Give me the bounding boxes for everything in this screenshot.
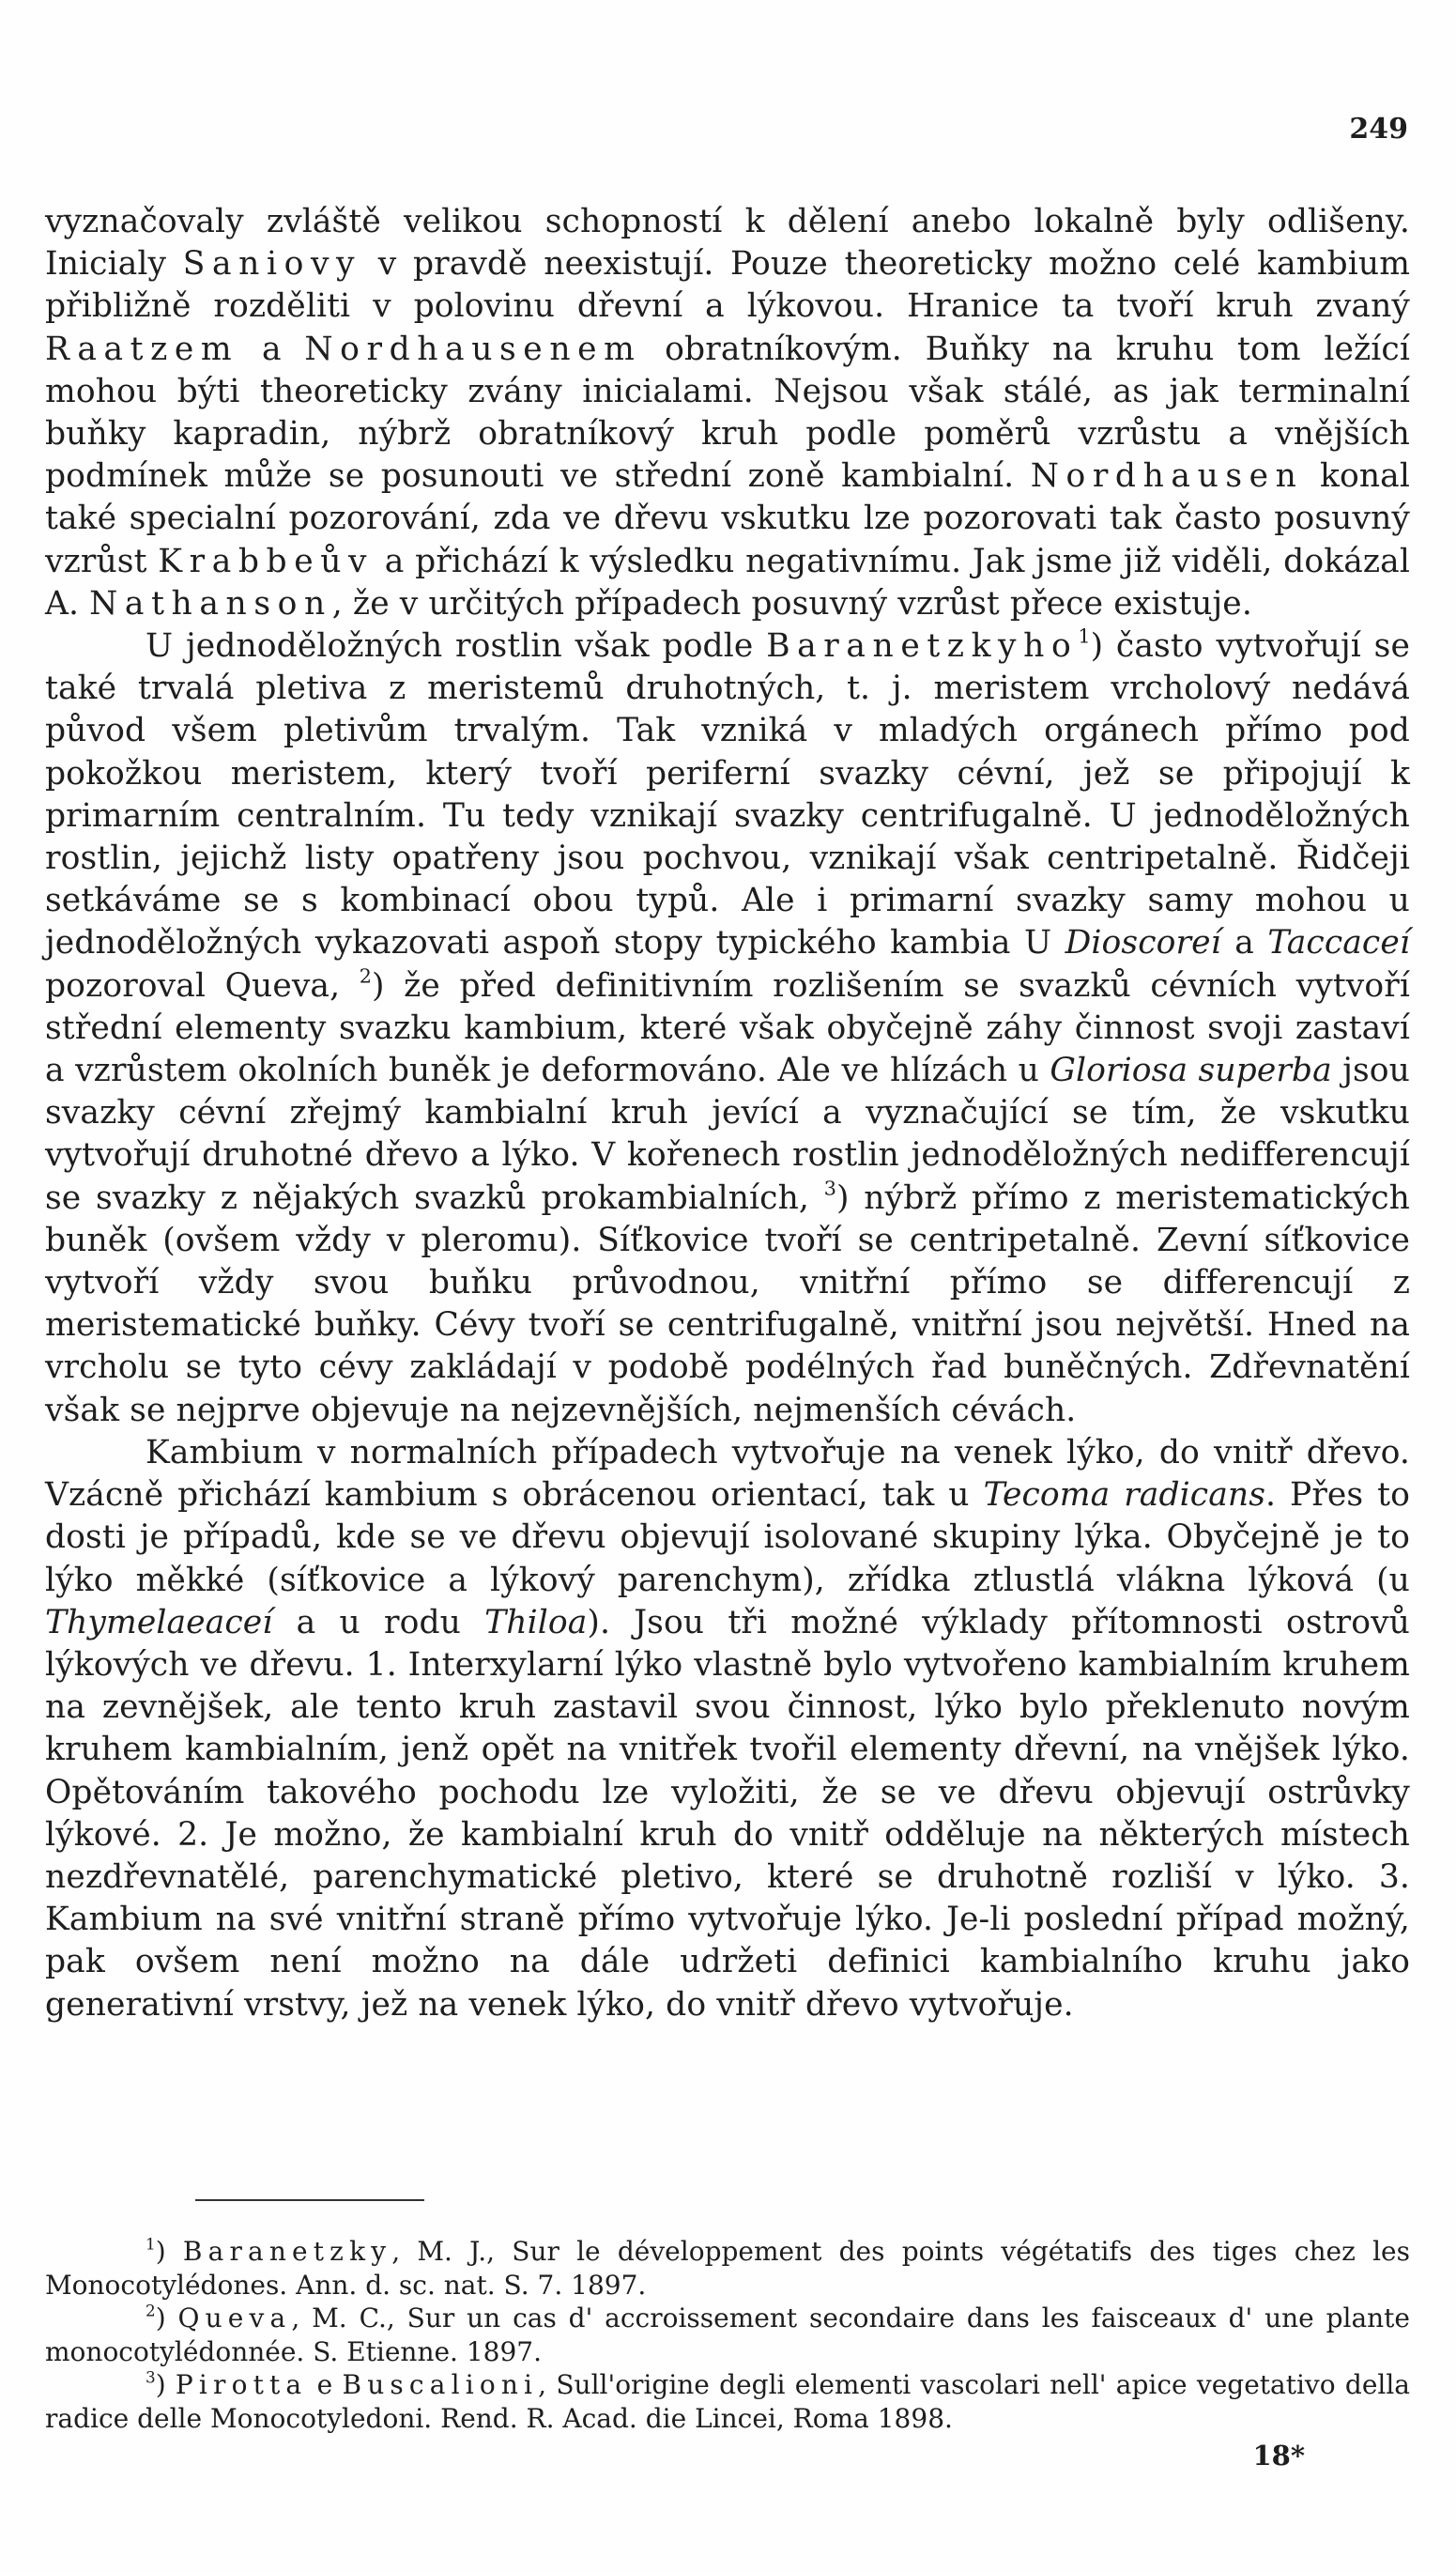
text-run: U jednoděložných rostlin však podle bbox=[146, 627, 767, 666]
author-name: Nordhausen bbox=[1030, 457, 1304, 496]
body-text bbox=[45, 201, 1410, 2026]
page-number: 249 bbox=[1349, 113, 1408, 146]
text-run: ). Jsou tři možné výklady přítomnosti ostrovů lýkových ve dřevu. 1. Interxylarní lýko vlastně bylo vytvořeno kambialním kruhem na zevnějšek, ale tento kruh zastavil svou činnost, lýko bylo překlenuto novým kruhem kambialním, jenž opět na vnitřek tvořil elementy dřevní, na vnějšek lýko. Opětováním takového pochodu lze vyložiti, že se ve dřevu objevují ostrůvky lýkové. 2. Je možno, že kambialní kruh do vnitř odděluje na některých místech nezdřevnatělé, parenchymatické pletivo, které se druhotně rozliší v lýko. 3. Kambium na své vnitřní straně přímo vytvořuje lýko. Je-li poslední případ možný, pak ovšem není možno na dále udržeti definici kambialního kruhu jako generativní vrstvy, jež na venek lýko, do vnitř dřevo vytvořuje. bbox=[45, 1603, 1410, 2024]
text-run: e bbox=[307, 2369, 343, 2400]
author-name: Baranetzky bbox=[182, 2236, 392, 2267]
text-run: v pravdě neexistují. Pouze theoreticky možno celé kambium přibližně rozděliti v polovinu dřevní a lýkovou. Hranice ta tvoří kruh zvaný bbox=[45, 245, 1411, 326]
text-run: pozoroval Queva, bbox=[45, 966, 360, 1005]
text-run: , že v určitých případech posuvný vzrůst přece existuje. bbox=[331, 584, 1252, 623]
text-run: Kambium v normalních případech vytvořuje na venek lýko, do vnitř dřevo. Vzácně přichází kambium s obrácenou orientací, tak u bbox=[45, 1433, 1410, 1515]
paragraph bbox=[45, 201, 1410, 625]
author-name: Queva bbox=[177, 2302, 292, 2333]
text-run: ) že před definitivním rozlišením se svazků cévních vytvoří střední elementy svazku kambium, které však obyčejně záhy činnost svoji zastaví a vzrůstem okolních buněk je deformováno. Ale ve hlízách u bbox=[45, 966, 1410, 1090]
text-run: ) bbox=[155, 2369, 176, 2400]
text-run: , M. C., Sur un cas d' accroissement secondaire dans les faisceaux d' une plante monocotylédonnée. S. Etienne. 1897. bbox=[45, 2302, 1410, 2367]
text-run: obratníkovým. Buňky na kruhu tom ležící mohou býti theoreticky zvány inicialami. Nejsou však stálé, as jak terminalní buňky kapradin, nýbrž obratníkový kruh podle poměrů vzrůstu a vnějších podmínek může se posunouti ve střední zoně kambialní. bbox=[45, 330, 1410, 496]
footnote-ref: 2 bbox=[146, 2301, 156, 2320]
species-name: Tecoma radicans bbox=[983, 1476, 1266, 1515]
text-run: a přichází k výsledku negativnímu. Jak jsme již viděli, dokázal A. bbox=[45, 542, 1410, 623]
author-name: Pirotta bbox=[175, 2369, 308, 2400]
text-run: vyznačovaly zvláště velikou schopností k dělení anebo lokalně byly odlišeny. Inicialy bbox=[45, 203, 1410, 284]
footnote-ref: 3 bbox=[146, 2367, 156, 2387]
footnote bbox=[45, 2368, 1410, 2435]
author-name: Nathanson bbox=[89, 584, 332, 623]
species-name: Thiloa bbox=[484, 1603, 588, 1641]
text-run: , M. J., Sur le développement des points végétatifs des tiges chez les Monocotylédones. Ann. d. sc. nat. S. 7. 1897. bbox=[45, 2236, 1410, 2301]
footnote bbox=[45, 2235, 1410, 2302]
text-run: ) bbox=[155, 2302, 178, 2333]
text-run: ) nýbrž přímo z meristematických buněk (ovšem vždy v pleromu). Síťkovice tvoří se centripetalně. Zevní síťkovice vytvoří vždy svou buňku průvodnou, vnitřní přímo se differencují z meristematické buňky. Cévy tvoří se centrifugalně, vnitřní jsou největší. Hned na vrcholu se tyto cévy zakládají v podobě podélných řad buněčných. Zdřevnatění však se nejprve objevuje na nejzevnějších, nejmenších cévách. bbox=[45, 1178, 1410, 1429]
footnote-ref: 1 bbox=[1078, 624, 1091, 648]
author-name: Krabbeův bbox=[158, 542, 375, 580]
species-name: Thymelaeaceí bbox=[45, 1603, 273, 1641]
species-name: Dioscoreí bbox=[1065, 924, 1221, 963]
paragraph bbox=[45, 625, 1410, 1432]
author-name: Nordhausenem bbox=[304, 330, 642, 368]
paragraph bbox=[45, 1432, 1410, 2026]
text-run: jsou svazky cévní zřejmý kambialní kruh jevící a vyznačující se tím, že vskutku vytvořují druhotné dřevo a lýko. V kořenech rostlin jednoděložných nedifferencují se svazky z nějakých svazků prokambialních, bbox=[45, 1052, 1410, 1217]
footnote-ref: 2 bbox=[359, 964, 372, 988]
signature-mark: 18* bbox=[1252, 2440, 1305, 2472]
text-run: , Sull'origine degli elementi vascolari nell' apice vegetativo della radice delle Monocotyledoni. Rend. R. Acad. die Lincei, Roma 1898. bbox=[45, 2369, 1410, 2434]
text-run: konal také specialní pozorování, zda ve dřevu vskutku lze pozorovati tak často posuvný vzrůst bbox=[45, 457, 1410, 580]
text-run: . Přes to dosti je případů, kde se ve dřevu objevují isolované skupiny lýka. Obyčejně je to lýko měkké (síťkovice a lýkový parenchym), zřídka ztlustlá vlákna lýková (u bbox=[45, 1476, 1411, 1599]
text-run: a u rodu bbox=[272, 1603, 485, 1641]
footnote bbox=[45, 2302, 1410, 2368]
footnote-ref: 3 bbox=[823, 1177, 836, 1200]
text-run: ) často vytvořují se také trvalá pletiva z meristemů druhotných, t. j. meristem vrcholový nedává původ všem pletivům trvalým. Tak vzniká v mladých orgánech přímo pod pokožkou meristem, který tvoří periferní svazky cévní, jež se připojují k primarním centralním. Tu tedy vznikají svazky centrifugalně. U jednoděložných rostlin, jejichž listy opatřeny jsou pochvou, vznikají však centripetalně. Řidčeji setkáváme se s kombinací obou typů. Ale i primarní svazky samy mohou u jednoděložných vykazovati aspoň stopy typického kambia U bbox=[45, 627, 1410, 963]
footnote-divider bbox=[195, 2199, 424, 2201]
author-name: Raatzem bbox=[45, 330, 239, 368]
author-name: Saniovy bbox=[182, 245, 362, 284]
footnote-ref: 1 bbox=[146, 2234, 156, 2254]
species-name: Gloriosa superba bbox=[1050, 1052, 1332, 1090]
text-run: a bbox=[1220, 924, 1268, 963]
footnotes bbox=[45, 2235, 1410, 2435]
text-run: a bbox=[238, 330, 305, 368]
text-run: ) bbox=[155, 2236, 183, 2267]
species-name: Taccaceí bbox=[1267, 924, 1410, 963]
author-name: Buscalioni bbox=[342, 2369, 539, 2400]
author-name: Baranetzkyho bbox=[766, 627, 1079, 666]
